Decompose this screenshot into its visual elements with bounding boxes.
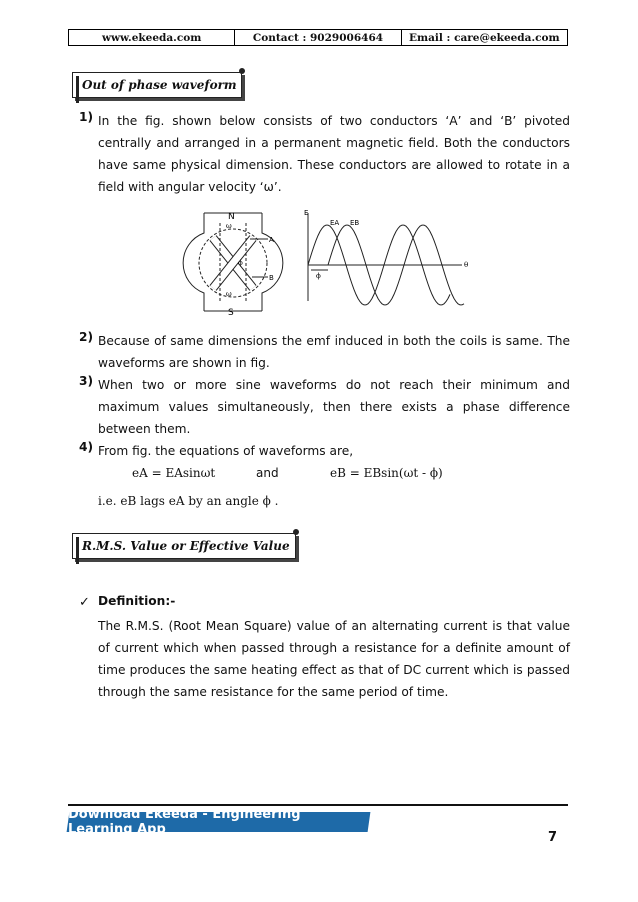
label-ea: EA — [330, 219, 340, 227]
definition-text: The R.M.S. (Root Mean Square) value of an alternating current is that value of current which when passed through a resistance for a definite amount of time produces the same heating effect as that of DC current which is passed through the same resistance for the same period of time. — [98, 619, 570, 699]
item-number-4: 4) — [79, 440, 94, 454]
label-phi-plot: ϕ — [316, 272, 321, 280]
label-e-axis: E — [304, 209, 309, 217]
label-n: N — [228, 212, 235, 222]
download-app-banner[interactable] — [67, 807, 371, 837]
equation-and: and — [256, 466, 279, 480]
label-b: B — [269, 274, 274, 282]
label-omega-top: ω — [226, 222, 232, 230]
label-omega-bottom: ω — [226, 290, 232, 298]
item-text-4: From fig. the equations of waveforms are, — [98, 444, 354, 458]
equation-ea: eA = EAsinωt — [132, 466, 216, 480]
lag-statement: i.e. eB lags eA by an angle ϕ . — [98, 494, 279, 508]
item-number-1: 1) — [79, 110, 94, 124]
header-contact: Contact : 9029006464 — [235, 30, 401, 45]
item-number-3: 3) — [79, 374, 94, 388]
item-text-2: Because of same dimensions the emf induced in both the coils is same. The waveforms are shown in fig. — [98, 334, 570, 370]
label-a: A — [269, 236, 274, 244]
north-pole-left — [183, 213, 204, 311]
header-email[interactable]: Email : care@ekeeda.com — [409, 31, 560, 44]
header-bar — [68, 29, 568, 46]
section-title-out-of-phase — [72, 72, 242, 98]
figure-conductors-waveform — [180, 203, 480, 315]
label-eb: EB — [350, 219, 360, 227]
definition-label: Definition:- — [98, 594, 176, 608]
label-phi-diagram: ϕ — [238, 259, 243, 267]
title-dot-icon — [293, 529, 299, 535]
page-number: 7 — [548, 830, 558, 845]
section-title-text: R.M.S. Value or Effective Value — [82, 539, 290, 553]
header-website[interactable]: www.ekeeda.com — [69, 30, 235, 45]
item-number-2: 2) — [79, 330, 94, 344]
title-dot-icon — [239, 68, 245, 74]
pole-right — [262, 213, 283, 311]
equation-eb: eB = EBsin(ωt - ϕ) — [330, 466, 443, 480]
label-s: S — [228, 308, 234, 315]
magnet-diagram — [183, 213, 283, 311]
section-title-rms — [72, 533, 296, 559]
label-theta: θ — [464, 261, 469, 269]
item-text-1: In the fig. shown below consists of two conductors ‘A’ and ‘B’ pivoted centrally and arranged in a permanent magnetic field. Both the conductors have same physical dimension. These conductors are allowed to rotate in a field with angular velocity ‘ω’. — [98, 114, 570, 194]
section-title-text: Out of phase waveform — [82, 78, 237, 92]
banner-text: Download Ekeeda - Engineering Learning App — [68, 807, 301, 837]
footer-divider — [68, 804, 568, 806]
item-text-3: When two or more sine waveforms do not reach their minimum and maximum values simultaneously, then there exists a phase difference between them. — [98, 378, 570, 436]
checkmark-icon: ✓ — [79, 595, 90, 610]
